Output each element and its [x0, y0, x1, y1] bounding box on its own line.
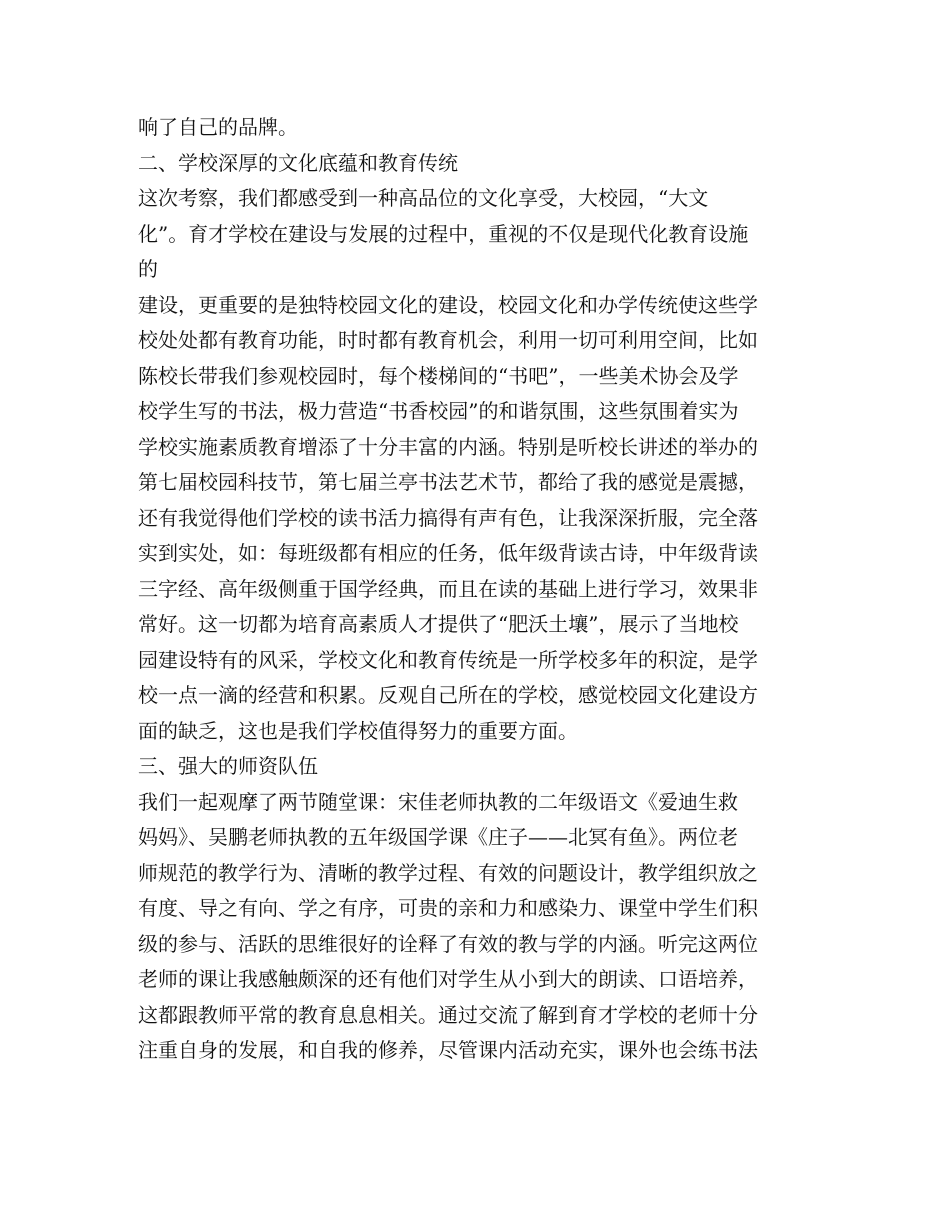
- text-line: 的: [138, 257, 158, 281]
- text-line: 有度、导之有向、学之有序，可贵的亲和力和感染力、课堂中学生们积: [138, 896, 758, 920]
- text-line: 校一点一滴的经营和积累。反观自己所在的学校，感觉校园文化建设方: [138, 683, 758, 707]
- text-line: 师规范的教学行为、清晰的教学过程、有效的问题设计，教学组织放之: [138, 860, 758, 885]
- text-line: 这都跟教师平常的教育息息相关。通过交流了解到育才学校的老师十分: [138, 1002, 758, 1027]
- section-heading: 三、强大的师资队伍: [138, 754, 318, 778]
- text-line: 老师的课让我感触颇深的还有他们对学生从小到大的朗读、口语培养，: [138, 967, 758, 991]
- text-line: 陈校长带我们参观校园时，每个楼梯间的“书吧”，一些美术协会及学: [138, 363, 739, 388]
- text-line: 实到实处，如：每班级都有相应的任务，低年级背读古诗，中年级背读: [138, 541, 758, 565]
- text-line: 校处处都有教育功能，时时都有教育机会，利用一切可利用空间，比如: [138, 328, 758, 352]
- text-line: 第七届校园科技节，第七届兰亭书法艺术节，都给了我的感觉是震撼，: [138, 470, 758, 494]
- text-line: 三字经、高年级侧重于国学经典，而且在读的基础上进行学习，效果非: [138, 576, 758, 601]
- text-line: 化”。育才学校在建设与发展的过程中，重视的不仅是现代化教育设施: [138, 221, 749, 246]
- text-line: 常好。这一切都为培育高素质人才提供了“肥沃土壤”，展示了当地校: [138, 612, 739, 636]
- text-line: 面的缺乏，这也是我们学校值得努力的重要方面。: [138, 718, 578, 743]
- text-line: 我们一起观摩了两节随堂课：宋佳老师执教的二年级语文《爱迪生救: [138, 789, 738, 814]
- text-line: 级的参与、活跃的思维很好的诠释了有效的教与学的内涵。听完这两位: [138, 931, 758, 956]
- document-body: [138, 110, 818, 1069]
- section-heading: 二、学校深厚的文化底蕴和教育传统: [138, 150, 458, 175]
- text-line: 园建设特有的风采，学校文化和教育传统是一所学校多年的积淀，是学: [138, 647, 758, 672]
- text-line: 建设，更重要的是独特校园文化的建设，校园文化和办学传统使这些学: [138, 292, 758, 317]
- text-line: 响了自己的品牌。: [138, 115, 298, 139]
- text-line: 妈妈》、吴鹏老师执教的五年级国学课《庄子——北冥有鱼》。两位老: [138, 825, 738, 849]
- text-line: 学校实施素质教育增添了十分丰富的内涵。特别是听校长讲述的举办的: [138, 434, 758, 459]
- text-line: 这次考察，我们都感受到一种高品位的文化享受，大校园，“大文: [138, 186, 709, 210]
- text-line: 注重自身的发展，和自我的修养，尽管课内活动充实，课外也会练书法: [138, 1038, 758, 1062]
- text-line: 还有我觉得他们学校的读书活力搞得有声有色，让我深深折服，完全落: [138, 505, 758, 530]
- text-line: 校学生写的书法，极力营造“书香校园”的和谐氛围，这些氛围着实为: [138, 399, 739, 423]
